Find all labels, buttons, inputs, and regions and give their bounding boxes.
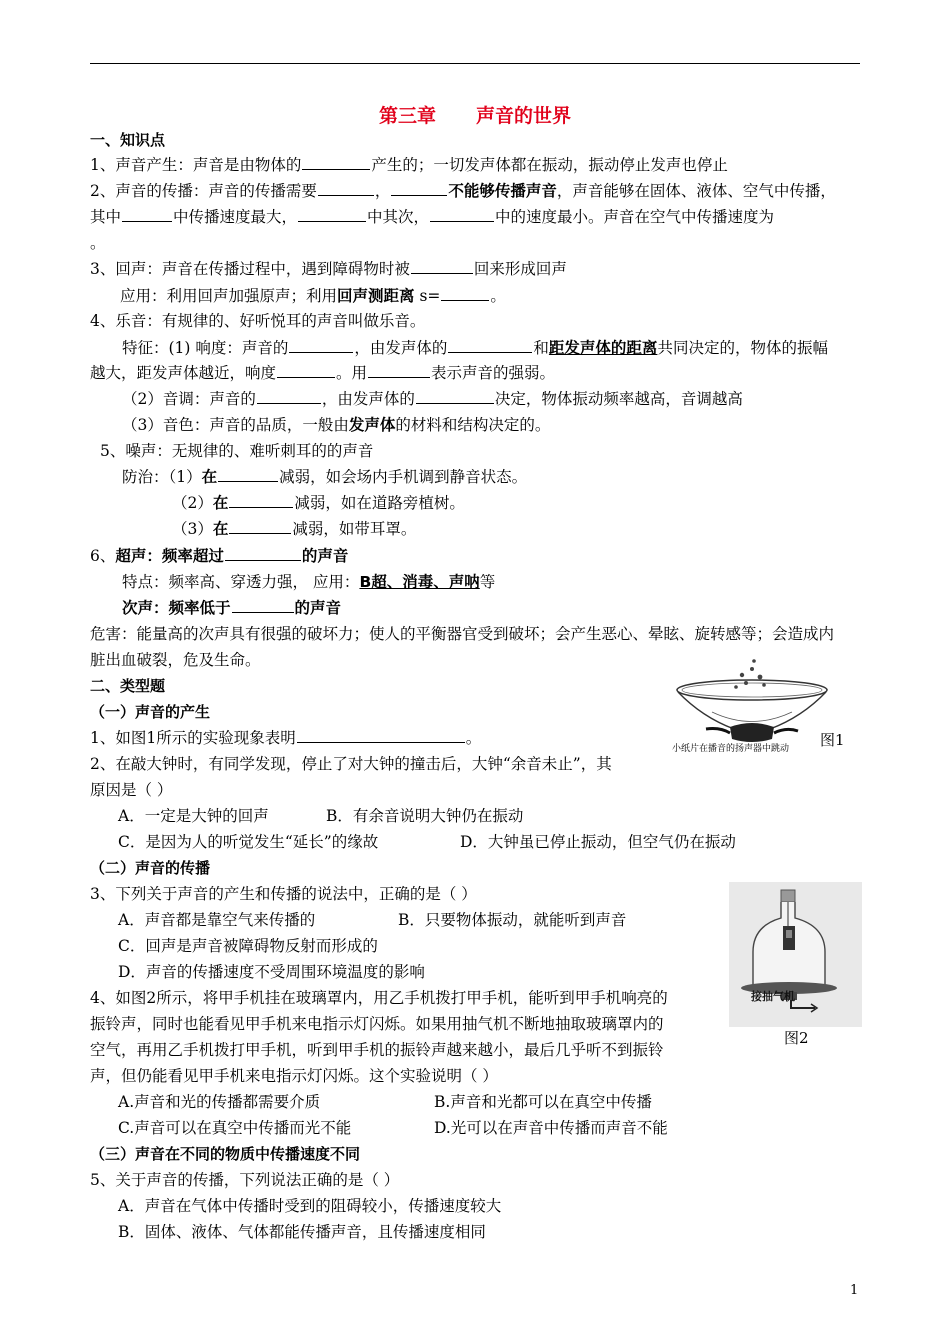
bell-jar-illustration	[729, 882, 862, 1027]
blank	[391, 180, 447, 196]
question-5: 5、关于声音的传播，下列说法正确的是（ ）	[90, 1171, 400, 1189]
option-b: B.声音和光都可以在真空中传播	[434, 1093, 652, 1111]
page-number: 1	[850, 1283, 859, 1298]
blank	[122, 206, 172, 222]
chapter-name: 声音的世界	[476, 105, 572, 127]
blank	[218, 466, 278, 482]
subsection-heading: （一）声音的产生	[90, 703, 211, 721]
blank	[289, 337, 353, 353]
subsection-heading: （三）声音在不同的物质中传播速度不同	[90, 1145, 361, 1163]
text-line: 应用：利用回声加强原声；利用回声测距离 s= 。	[120, 287, 506, 305]
chapter-number: 第三章	[378, 105, 436, 127]
blank	[257, 388, 321, 404]
figure-2-label: 图2	[784, 1029, 809, 1047]
text-line: 越大，距发声体越近，响度 。用 表示声音的强弱。	[90, 364, 556, 382]
figure-2-caption: 接抽气机	[751, 990, 795, 1003]
figure-1-speaker	[672, 657, 857, 757]
figure-1-caption: 小纸片在播音的扬声器中跳动	[672, 744, 790, 754]
blank	[297, 727, 465, 743]
blank	[229, 518, 291, 534]
option-a: A．一定是大钟的回声	[118, 807, 269, 825]
question-2-cont: 原因是（ ）	[90, 781, 173, 799]
option-b: B．固体、液体、气体都能传播声音，且传播速度相同	[118, 1223, 486, 1241]
text-line: 6、超声：频率超过 的声音	[90, 547, 349, 565]
text-line: （3）在 减弱，如带耳罩。	[172, 520, 417, 538]
blank	[298, 206, 366, 222]
question-3: 3、下列关于声音的产生和传播的说法中，正确的是（ ）	[90, 885, 477, 903]
option-d: D．大钟虽已停止振动，但空气仍在振动	[460, 833, 736, 851]
option-c: C．回声是声音被障碍物反射而形成的	[118, 937, 378, 955]
blank	[441, 285, 489, 301]
option-d: D.光可以在声音中传播而声音不能	[434, 1119, 668, 1137]
option-c: C．是因为人的听觉发生“延长”的缘故	[118, 833, 379, 851]
option-a: A．声音在气体中传播时受到的阻碍较小，传播速度较大	[118, 1197, 502, 1215]
text-line: 特点：频率高、穿透力强， 应用：B超、消毒、声呐等	[122, 573, 496, 591]
blank	[448, 337, 532, 353]
text-line: 2、声音的传播：声音的传播需要 ， 不能够传播声音，声音能够在固体、液体、空气中传播，	[90, 182, 836, 200]
question-4-cont: 振铃声，同时也能看见甲手机来电指示灯闪烁。如果用抽气机不断地抽取玻璃罩内的	[90, 1015, 664, 1033]
text-line: 4、乐音：有规律的、好听悦耳的声音叫做乐音。	[90, 312, 426, 330]
question-4: 4、如图2所示，将甲手机挂在玻璃罩内，用乙手机拨打甲手机，能听到甲手机响亮的	[90, 989, 668, 1007]
figure-2-bell-jar	[729, 882, 862, 1027]
question-4-cont: 声，但仍能看见甲手机来电指示灯闪烁。这个实验说明（ ）	[90, 1067, 498, 1085]
text-line: 。	[90, 234, 106, 252]
option-a: A.声音和光的传播都需要介质	[118, 1093, 321, 1111]
text-line: 5、噪声：无规律的、难听刺耳的的声音	[100, 442, 374, 460]
text-line: 其中 中传播速度最大， 中其次， 中的速度最小。声音在空气中传播速度为	[90, 208, 775, 226]
blank	[430, 206, 494, 222]
blank	[277, 362, 335, 378]
text-line: 防治：（1）在 减弱，如会场内手机调到静音状态。	[122, 468, 528, 486]
section-heading: 二、类型题	[90, 677, 166, 695]
blank	[302, 154, 370, 170]
blank	[416, 388, 494, 404]
text-line: 特征：(1) 响度：声音的 ，由发声体的 和距发声体的距离共同决定的，物体的振幅	[122, 339, 828, 357]
blank	[225, 545, 301, 561]
header-rule	[90, 63, 860, 64]
text-line: 3、回声：声音在传播过程中，遇到障碍物时被 回来形成回声	[90, 260, 567, 278]
option-c: C.声音可以在真空中传播而光不能	[118, 1119, 352, 1137]
option-b: B．只要物体振动，就能听到声音	[398, 911, 627, 929]
question-1: 1、如图1所示的实验现象表明 。	[90, 729, 482, 747]
option-d: D．声音的传播速度不受周围环境温度的影响	[118, 963, 425, 981]
blank	[368, 362, 430, 378]
question-4-cont: 空气，再用乙手机拨打甲手机，听到甲手机的振铃声越来越小，最后几乎听不到振铃	[90, 1041, 664, 1059]
blank	[229, 492, 293, 508]
blank	[318, 180, 374, 196]
question-2: 2、在敲大钟时，有同学发现，停止了对大钟的撞击后，大钟“余音未止”，其	[90, 755, 612, 773]
blank	[232, 597, 294, 613]
option-b: B．有余音说明大钟仍在振动	[326, 807, 524, 825]
text-line: （2）音调：声音的 ，由发声体的 决定，物体振动频率越高，音调越高	[122, 390, 743, 408]
text-line: 脏出血破裂，危及生命。	[90, 651, 261, 669]
text-line: 次声：频率低于 的声音	[122, 599, 342, 617]
option-a: A．声音都是靠空气来传播的	[118, 911, 316, 929]
text-line: （2）在 减弱，如在道路旁植树。	[172, 494, 465, 512]
chapter-title	[0, 101, 950, 128]
blank	[411, 258, 473, 274]
text-line: （3）音色：声音的品质，一般由发声体的材料和结构决定的。	[122, 416, 551, 434]
text-line: 危害：能量高的次声具有很强的破坏力；使人的平衡器官受到破坏；会产生恶心、晕眩、旋转感等；会造成内	[90, 625, 835, 643]
section-heading: 一、知识点	[90, 131, 166, 149]
figure-1-label: 图1	[820, 731, 845, 749]
subsection-heading: （二）声音的传播	[90, 859, 211, 877]
text-line: 1、声音产生：声音是由物体的 产生的；一切发声体都在振动，振动停止发声也停止	[90, 156, 728, 174]
